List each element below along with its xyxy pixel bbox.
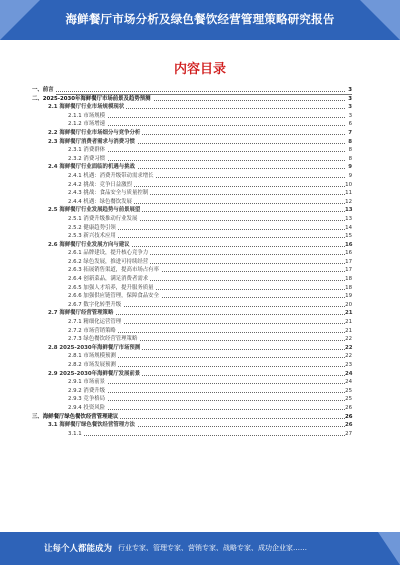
toc-entry-page: 24 (345, 370, 353, 377)
toc-entry[interactable] (32, 266, 352, 275)
toc-entry-page: 17 (345, 267, 352, 274)
toc-entry-page: 8 (348, 155, 352, 162)
toc-entry-page: 12 (345, 198, 352, 205)
document-title: 海鲜餐厅市场分析及绿色餐饮经营管理策略研究报告 (65, 12, 335, 26)
toc-entry[interactable] (32, 232, 352, 241)
toc-entry[interactable] (32, 258, 352, 267)
toc-dot-leader (68, 409, 345, 410)
toc-entry-title: 3.1 海鲜餐厅绿色餐饮经营管理方法 (48, 422, 135, 429)
toc-entry-title: 2.4.3 挑战：食品安全与质量控制 (68, 190, 149, 197)
toc-entry-page: 11 (345, 190, 352, 197)
toc-entry[interactable] (32, 224, 352, 233)
toc-heading: 内容目录 (173, 62, 226, 77)
toc-entry-page: 10 (345, 181, 352, 188)
toc-entry-title: 2.6.2 绿色发展，推进可持续经营 (68, 258, 149, 265)
toc-entry-page: 6 (348, 121, 352, 128)
toc-entry-page: 26 (345, 404, 352, 411)
toc-entry[interactable] (32, 181, 352, 190)
toc-entry-title: 2.3.2 消费习惯 (68, 155, 105, 162)
toc-entry-page: 24 (345, 379, 352, 386)
toc-entry-title: 2.9.2 消费升级 (68, 387, 105, 394)
toc-entry-title: 2.4.2 挑战：竞争日益激烈 (68, 181, 132, 188)
toc-entry-page: 22 (345, 336, 352, 343)
toc-entry-page: 13 (345, 207, 353, 214)
toc-entry-title: 2.6.1 品牌建设，提升核心竞争力 (68, 250, 149, 257)
toc-entry-title: 2.9 2025-2030年海鲜餐厅发展前景 (48, 370, 141, 377)
toc-entry-page: 18 (345, 276, 352, 283)
toc-dot-leader (68, 160, 345, 161)
toc-entry-page: 8 (348, 147, 352, 154)
toc-entry-title: 2.5.1 消费升级推动行业发展 (68, 215, 138, 222)
toc-entry-page: 21 (345, 327, 352, 334)
toc-entry[interactable] (32, 284, 352, 293)
toc-entry-title: 2.4 海鲜餐厅行业面临的机遇与挑战 (48, 164, 135, 171)
toc-entry-page: 22 (345, 353, 352, 360)
toc-entry-title: 一、前言 (32, 87, 54, 93)
toc-entry[interactable] (32, 172, 352, 181)
toc-entry-title: 2.6.7 数字化转型升级 (68, 301, 122, 308)
toc-entry[interactable] (32, 275, 352, 284)
toc-dot-leader (68, 117, 345, 118)
toc-entry-title: 2.9.3 竞争格局 (68, 396, 105, 403)
toc-entry[interactable] (32, 215, 352, 224)
footer-tagline: 行业专家、管理专家、营销专家、战略专家、成功企业家…… (118, 544, 307, 552)
toc-dot-leader (68, 400, 345, 401)
toc-entry-page: 26 (345, 422, 353, 429)
toc-entry[interactable] (32, 86, 352, 95)
toc-entry-page: 16 (345, 241, 353, 248)
toc-entry[interactable] (32, 318, 352, 327)
toc-entry-title: 2.9.1 市场前景 (68, 379, 105, 386)
toc-entry-page: 21 (345, 319, 352, 326)
toc-entry[interactable] (32, 155, 352, 164)
toc-dot-leader (68, 392, 345, 393)
toc-entry[interactable] (32, 95, 352, 104)
toc-entry-title: 2.6.3 拓展销售渠道，提高市场占有率 (68, 267, 159, 274)
toc-entry-title: 2.5.2 健康趋势引领 (68, 224, 116, 231)
toc-entry[interactable] (32, 430, 352, 439)
toc-entry-page: 22 (345, 344, 353, 351)
toc-entry-page: 14 (345, 224, 352, 231)
toc-dot-leader (68, 125, 345, 126)
toc-entry-page: 13 (345, 215, 352, 222)
toc-entry-page: 7 (348, 129, 352, 136)
toc-entry[interactable] (32, 103, 352, 112)
toc-dot-leader (68, 383, 345, 384)
header-banner (0, 0, 400, 40)
toc-entry-page: 16 (345, 250, 352, 257)
toc-entry-title: 2.4.1 机遇：消费升级带动需求增长 (68, 172, 154, 179)
toc-entry-title: 三、海鲜餐厅绿色餐饮经营管理建议 (32, 413, 119, 420)
toc-entry[interactable] (32, 112, 352, 121)
toc-entry-page: 25 (345, 387, 352, 394)
toc-entry-title: 2.6.4 创新菜品，满足消费者需求 (68, 276, 149, 283)
toc-entry-title: 2.3 海鲜餐厅消费者需求与消费习惯 (48, 138, 135, 145)
toc-entry-title: 2.8.2 市场发展预测 (68, 362, 116, 368)
toc-entry[interactable] (32, 129, 352, 138)
toc-entry[interactable] (32, 335, 352, 344)
toc-entry[interactable] (32, 301, 352, 310)
toc-entry[interactable] (32, 292, 352, 301)
toc-entry-page: 9 (348, 172, 352, 179)
toc-entry-page: 3 (348, 104, 352, 111)
toc-entry-title: 2.8.1 市场规模预测 (68, 353, 116, 360)
toc-entry-title: 2.8 2025-2030年海鲜餐厅市场预测 (48, 344, 141, 351)
toc-entry-title: 2.7 海鲜餐厅经营管理策略 (48, 310, 114, 317)
toc-entry[interactable] (32, 370, 352, 379)
toc-entry[interactable] (32, 138, 352, 147)
toc-entry[interactable] (32, 352, 352, 361)
toc-entry[interactable] (32, 120, 352, 129)
toc-entry-page: 9 (348, 164, 352, 171)
toc-entry[interactable] (32, 421, 352, 430)
toc-entry[interactable] (32, 387, 352, 396)
toc-entry[interactable] (32, 146, 352, 155)
toc-entry-title: 2.6.6 加强供应链管理，保障食品安全 (68, 293, 159, 300)
toc-entry-title: 3.1.1 (68, 430, 82, 437)
toc-entry[interactable] (32, 309, 352, 318)
toc-entry[interactable] (32, 327, 352, 336)
toc-entry[interactable] (32, 198, 352, 207)
table-of-contents (32, 86, 352, 438)
toc-entry-title: 2.7.3 绿色餐饮经营管理策略 (68, 336, 138, 343)
toc-entry[interactable] (32, 189, 352, 198)
toc-dot-leader (68, 151, 345, 152)
header-right-accent (360, 0, 400, 40)
toc-entry-title: 2.3.1 消费群体 (68, 147, 105, 154)
toc-entry-page: 20 (345, 301, 352, 308)
toc-entry-title: 2.5.3 新兴技术应用 (68, 233, 116, 240)
toc-entry-title: 2.2 海鲜餐厅行业市场细分与竞争分析 (48, 129, 141, 136)
footer-right-accent (378, 532, 400, 565)
header-left-accent (0, 0, 40, 40)
toc-entry-title: 2.4.4 机遇：绿色餐饮发展 (68, 198, 132, 205)
toc-entry-page: 23 (345, 362, 352, 368)
footer-banner (0, 532, 400, 565)
toc-entry-page: 27 (345, 430, 352, 437)
toc-entry[interactable] (32, 241, 352, 250)
toc-entry-page: 3 (348, 95, 352, 102)
toc-entry[interactable] (32, 361, 352, 370)
toc-entry-page: 15 (345, 233, 352, 240)
toc-entry[interactable] (32, 404, 352, 413)
toc-entry-title: 2.6.5 加强人才培养，提升服务质量 (68, 284, 154, 291)
toc-entry-page: 3 (348, 112, 352, 119)
toc-entry[interactable] (32, 395, 352, 404)
toc-entry[interactable] (32, 378, 352, 387)
toc-entry-page: 18 (345, 284, 352, 291)
toc-entry-page: 25 (345, 396, 352, 403)
toc-entry-title: 2.1 海鲜餐厅行业市场规模现状 (48, 104, 125, 111)
toc-entry-title: 2.7.1 精细化运营管理 (68, 319, 122, 326)
toc-entry[interactable] (32, 344, 352, 353)
toc-entry-page: 21 (345, 310, 353, 317)
toc-entry[interactable] (32, 413, 352, 422)
toc-entry-page: 3 (348, 87, 352, 93)
toc-entry-title: 2.6 海鲜餐厅行业发展方向与建议 (48, 241, 130, 248)
toc-entry-title: 二、2025-2030年海鲜餐厅市场前景及趋势预测 (32, 95, 151, 102)
toc-entry-page: 26 (345, 413, 353, 420)
footer-slogan: 让每个人都能成为 (44, 544, 113, 554)
toc-entry-title: 2.5 海鲜餐厅行业发展趋势与前景展望 (48, 207, 141, 214)
toc-entry-title: 2.1.2 市场增速 (68, 121, 105, 128)
toc-entry[interactable] (32, 249, 352, 258)
toc-entry-page: 19 (345, 293, 352, 300)
toc-entry-title: 2.7.2 市场营销策略 (68, 327, 116, 334)
toc-entry[interactable] (32, 206, 352, 215)
toc-entry-page: 17 (345, 258, 352, 265)
toc-dot-leader (32, 91, 345, 92)
toc-entry[interactable] (32, 163, 352, 172)
toc-dot-leader (68, 435, 345, 436)
toc-entry-page: 8 (348, 138, 352, 145)
toc-entry-title: 2.1.1 市场规模 (68, 112, 105, 119)
toc-entry-title: 2.9.4 投资风险 (68, 404, 105, 411)
